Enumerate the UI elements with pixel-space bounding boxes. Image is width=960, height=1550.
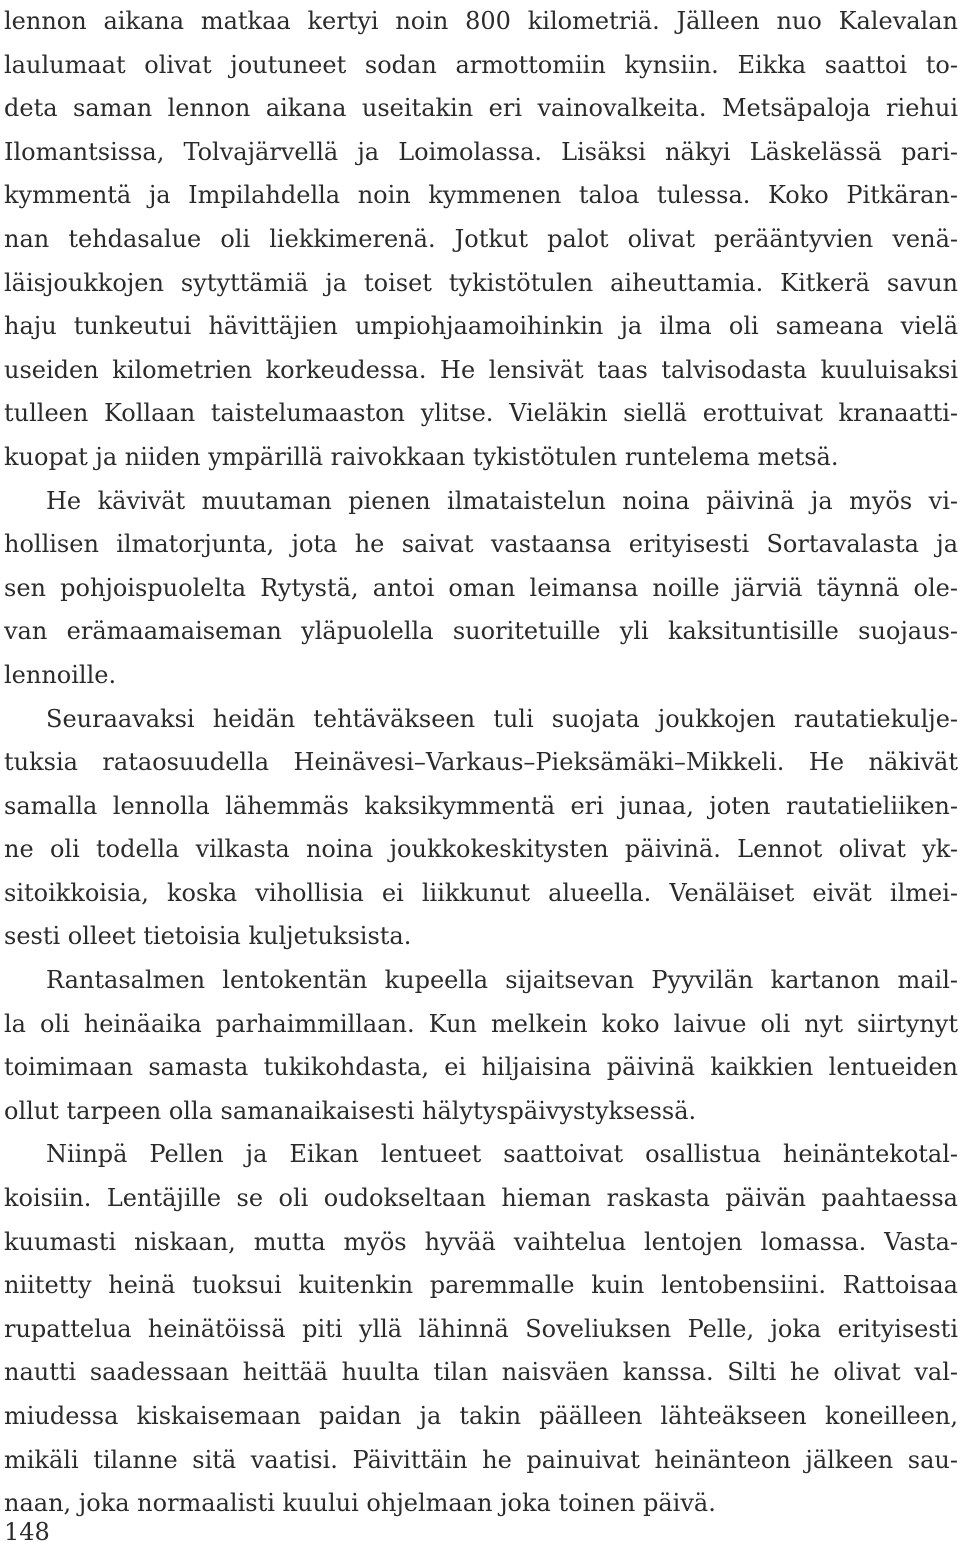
body-text [4,0,958,1526]
text-line: rupattelua heinätöissä piti yllä lähinnä Soveliuksen Pelle, joka erityisesti [4,1314,958,1343]
text-line: toimimaan samasta tukikohdasta, ei hiljaisina päivinä kaikkien lentueiden [4,1053,958,1082]
text-line: Ilomantsissa, Tolvajärvellä ja Loimolassa. Lisäksi näkyi Läskelässä pari- [4,137,958,166]
text-line: hollisen ilmatorjunta, jota he saivat vastaansa erityisesti Sortavalasta ja [4,530,958,559]
text-line: samalla lennolla lähemmäs kaksikymmentä eri junaa, joten rautatieliiken- [4,791,958,820]
text-line: Rantasalmen lentokentän kupeella sijaitsevan Pyyvilän kartanon mail- [46,966,958,995]
text-line: nautti saadessaan heittää huulta tilan naisväen kanssa. Silti he olivat val- [4,1358,958,1387]
text-line: useiden kilometrien korkeudessa. He lensivät taas talvisodasta kuuluisaksi [4,355,958,384]
text-line: mikäli tilanne sitä vaatisi. Päivittäin he painuivat heinänteon jälkeen sau- [4,1445,958,1474]
text-line: lennoille. [4,660,117,689]
text-line: Seuraavaksi heidän tehtäväkseen tuli suojata joukkojen rautatiekulje- [46,704,958,733]
text-line: ollut tarpeen olla samanaikaisesti hälytyspäivystyksessä. [4,1096,697,1125]
text-line: haju tunkeutui hävittäjien umpiohjaamoihinkin ja ilma oli sameana vielä [4,312,958,341]
text-line: Niinpä Pellen ja Eikan lentueet saattoivat osallistua heinäntekotal- [46,1140,958,1169]
text-line: lennon aikana matkaa kertyi noin 800 kilometriä. Jälleen nuo Kalevalan [4,7,958,35]
text-line: sen pohjoispuolelta Rytystä, antoi oman leimansa noille järviä täynnä ole- [4,573,958,602]
text-line: sitoikkoisia, koska vihollisia ei liikkunut alueella. Venäläiset eivät ilmei- [4,878,958,907]
text-line: kuopat ja niiden ympärillä raivokkaan tykistötulen runtelema metsä. [4,442,839,471]
text-line: kuumasti niskaan, mutta myös hyvää vaihtelua lentojen lomassa. Vasta- [4,1227,958,1256]
text-line: naan, joka normaalisti kuului ohjelmaan joka toinen päivä. [4,1489,716,1518]
text-line: la oli heinäaika parhaimmillaan. Kun melkein koko laivue oli nyt siirtynyt [4,1009,958,1038]
text-line: laulumaat olivat joutuneet sodan armottomiin kynsiin. Eikka saattoi to- [4,50,958,79]
text-line: deta saman lennon aikana useitakin eri vainovalkeita. Metsäpaloja riehui [4,94,958,123]
text-line: miudessa kiskaisemaan paidan ja takin päälleen lähteäkseen koneilleen, [4,1402,958,1430]
text-line: tuksia rataosuudella Heinävesi–Varkaus–Pieksämäki–Mikkeli. He näkivät [4,748,958,777]
text-line: ne oli todella vilkasta noina joukkokeskitysten päivinä. Lennot olivat yk- [4,835,958,864]
text-line: sesti olleet tietoisia kuljetuksista. [4,922,412,951]
text-line: van erämaamaiseman yläpuolella suoritetuille yli kaksituntisille suojaus- [4,617,958,646]
text-line: niitetty heinä tuoksui kuitenkin paremmalle kuin lentobensiini. Rattoisaa [4,1271,958,1300]
text-line: kymmentä ja Impilahdella noin kymmenen taloa tulessa. Koko Pitkäran- [4,181,958,210]
text-line: tulleen Kollaan taistelumaaston ylitse. Vieläkin siellä erottuivat kranaatti- [4,399,958,428]
text-line: He kävivät muutaman pienen ilmataistelun noina päivinä ja myös vi- [46,486,958,515]
text-line: nan tehdasalue oli liekkimerenä. Jotkut palot olivat perääntyvien venä- [4,224,958,253]
text-line: koisiin. Lentäjille se oli oudokseltaan hieman raskasta päivän paahtaessa [4,1184,958,1213]
page-number: 148 [4,1518,50,1546]
text-line: läisjoukkojen sytyttämiä ja toiset tykistötulen aiheuttamia. Kitkerä savun [4,268,958,297]
